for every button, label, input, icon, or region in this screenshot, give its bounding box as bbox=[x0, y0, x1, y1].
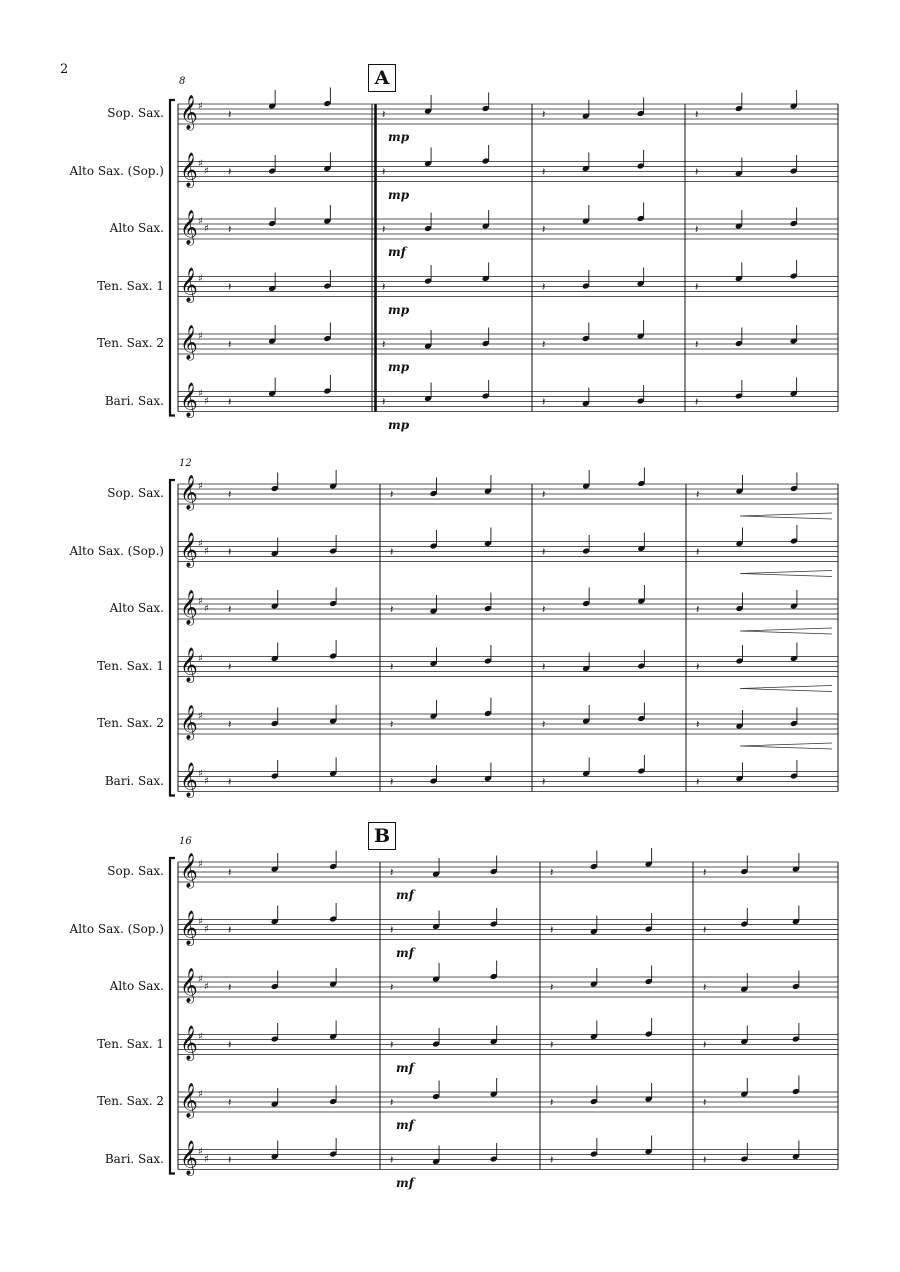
dynamic-marking: mf bbox=[396, 1118, 414, 1132]
quarter-rest-icon: 𝄽 bbox=[390, 660, 394, 674]
system-bracket bbox=[170, 100, 175, 416]
dynamic-marking: mf bbox=[396, 888, 414, 902]
quarter-rest-icon: 𝄽 bbox=[228, 165, 232, 179]
quarter-rest-icon: 𝄽 bbox=[542, 660, 546, 674]
quarter-rest-icon: 𝄽 bbox=[695, 280, 699, 294]
instrument-label: Sop. Sax. bbox=[107, 486, 164, 500]
quarter-rest-icon: 𝄽 bbox=[390, 981, 394, 994]
treble-clef-icon: 𝄞 bbox=[180, 475, 198, 510]
rehearsal-mark: B bbox=[368, 822, 396, 850]
quarter-rest-icon: 𝄽 bbox=[382, 108, 386, 121]
sharp-icon: ♯ bbox=[204, 981, 209, 993]
quarter-rest-icon: 𝄽 bbox=[703, 1153, 707, 1167]
quarter-rest-icon: 𝄽 bbox=[228, 775, 232, 789]
quarter-rest-icon: 𝄽 bbox=[695, 338, 699, 351]
treble-clef-icon: 𝄞 bbox=[180, 152, 198, 188]
treble-clef-icon: 𝄞 bbox=[180, 1140, 198, 1176]
system-bracket bbox=[170, 858, 175, 1174]
quarter-rest-icon: 𝄽 bbox=[390, 1153, 394, 1167]
instrument-label: Bari. Sax. bbox=[104, 393, 164, 408]
quarter-rest-icon: 𝄽 bbox=[542, 718, 546, 731]
instrument-label: Alto Sax. bbox=[109, 979, 164, 993]
sharp-icon: ♯ bbox=[198, 388, 203, 400]
quarter-rest-icon: 𝄽 bbox=[550, 1153, 554, 1167]
instrument-label: Bari. Sax. bbox=[104, 773, 164, 788]
quarter-rest-icon: 𝄽 bbox=[228, 1153, 232, 1167]
quarter-rest-icon: 𝄽 bbox=[228, 866, 232, 879]
sharp-icon: ♯ bbox=[204, 396, 209, 407]
instrument-label: Ten. Sax. 1 bbox=[97, 658, 164, 673]
sharp-icon: ♯ bbox=[198, 653, 203, 665]
dynamic-marking: mf bbox=[396, 1060, 414, 1075]
sharp-icon: ♯ bbox=[198, 974, 203, 985]
sharp-icon: ♯ bbox=[198, 158, 203, 170]
treble-clef-icon: 𝄞 bbox=[180, 705, 198, 740]
instrument-label: Alto Sax. bbox=[109, 601, 164, 615]
quarter-rest-icon: 𝄽 bbox=[228, 923, 232, 937]
treble-clef-icon: 𝄞 bbox=[180, 325, 198, 360]
quarter-rest-icon: 𝄽 bbox=[390, 718, 394, 731]
quarter-rest-icon: 𝄽 bbox=[550, 981, 554, 994]
sharp-icon: ♯ bbox=[198, 916, 203, 928]
measure-number: 12 bbox=[179, 458, 192, 469]
sharp-icon: ♯ bbox=[204, 1154, 209, 1165]
instrument-label: Alto Sax. (Sop.) bbox=[69, 543, 164, 558]
instrument-label: Ten. Sax. 2 bbox=[97, 716, 164, 730]
quarter-rest-icon: 𝄽 bbox=[696, 660, 700, 674]
treble-clef-icon: 𝄞 bbox=[180, 853, 198, 888]
crescendo-hairpin bbox=[740, 743, 832, 749]
sharp-icon: ♯ bbox=[204, 546, 209, 557]
instrument-label: Alto Sax. (Sop.) bbox=[69, 921, 164, 936]
quarter-rest-icon: 𝄽 bbox=[228, 603, 232, 616]
crescendo-hairpin bbox=[740, 571, 832, 577]
quarter-rest-icon: 𝄽 bbox=[550, 1038, 554, 1052]
quarter-rest-icon: 𝄽 bbox=[696, 603, 700, 616]
measure-number: 8 bbox=[179, 76, 186, 87]
quarter-rest-icon: 𝄽 bbox=[228, 338, 232, 351]
dynamic-marking: mf bbox=[396, 945, 414, 960]
sharp-icon: ♯ bbox=[204, 924, 209, 935]
sharp-icon: ♯ bbox=[198, 538, 203, 550]
quarter-rest-icon: 𝄽 bbox=[550, 1096, 554, 1109]
instrument-label: Ten. Sax. 1 bbox=[97, 278, 164, 293]
treble-clef-icon: 𝄞 bbox=[180, 1025, 198, 1061]
quarter-rest-icon: 𝄽 bbox=[382, 223, 386, 236]
quarter-rest-icon: 𝄽 bbox=[228, 660, 232, 674]
treble-clef-icon: 𝄞 bbox=[180, 95, 198, 130]
instrument-label: Sop. Sax. bbox=[107, 864, 164, 878]
instrument-label: Bari. Sax. bbox=[104, 1151, 164, 1166]
treble-clef-icon: 𝄞 bbox=[180, 1083, 198, 1118]
instrument-label: Sop. Sax. bbox=[107, 106, 164, 120]
sharp-icon: ♯ bbox=[204, 223, 209, 235]
treble-clef-icon: 𝄞 bbox=[180, 968, 198, 1003]
sharp-icon: ♯ bbox=[204, 776, 209, 787]
dynamic-marking: mp bbox=[388, 130, 410, 144]
quarter-rest-icon: 𝄽 bbox=[542, 775, 546, 789]
dynamic-marking: mp bbox=[388, 417, 410, 432]
crescendo-hairpin bbox=[740, 686, 832, 692]
quarter-rest-icon: 𝄽 bbox=[695, 395, 699, 409]
sharp-icon: ♯ bbox=[198, 1089, 203, 1100]
instrument-label: Alto Sax. (Sop.) bbox=[69, 163, 164, 178]
sharp-icon: ♯ bbox=[198, 481, 203, 492]
quarter-rest-icon: 𝄽 bbox=[695, 165, 699, 179]
quarter-rest-icon: 𝄽 bbox=[542, 395, 546, 409]
treble-clef-icon: 𝄞 bbox=[180, 910, 198, 946]
quarter-rest-icon: 𝄽 bbox=[382, 338, 386, 351]
treble-clef-icon: 𝄞 bbox=[180, 532, 198, 568]
dynamic-marking: mp bbox=[388, 360, 410, 374]
treble-clef-icon: 𝄞 bbox=[180, 647, 198, 683]
quarter-rest-icon: 𝄽 bbox=[390, 488, 394, 501]
sharp-icon: ♯ bbox=[198, 711, 203, 722]
quarter-rest-icon: 𝄽 bbox=[696, 718, 700, 731]
crescendo-hairpin bbox=[740, 513, 832, 519]
quarter-rest-icon: 𝄽 bbox=[703, 1096, 707, 1109]
rehearsal-mark: A bbox=[368, 64, 396, 92]
instrument-label: Alto Sax. bbox=[109, 221, 164, 235]
quarter-rest-icon: 𝄽 bbox=[228, 981, 232, 994]
treble-clef-icon: 𝄞 bbox=[180, 210, 198, 245]
quarter-rest-icon: 𝄽 bbox=[542, 603, 546, 616]
quarter-rest-icon: 𝄽 bbox=[382, 280, 386, 294]
quarter-rest-icon: 𝄽 bbox=[382, 165, 386, 179]
instrument-label: Ten. Sax. 2 bbox=[97, 336, 164, 350]
quarter-rest-icon: 𝄽 bbox=[542, 280, 546, 294]
quarter-rest-icon: 𝄽 bbox=[542, 545, 546, 559]
sharp-icon: ♯ bbox=[198, 101, 203, 112]
treble-clef-icon: 𝄞 bbox=[180, 382, 198, 418]
sharp-icon: ♯ bbox=[204, 603, 209, 615]
system-bracket bbox=[170, 480, 175, 796]
quarter-rest-icon: 𝄽 bbox=[228, 1096, 232, 1109]
quarter-rest-icon: 𝄽 bbox=[390, 1096, 394, 1109]
quarter-rest-icon: 𝄽 bbox=[390, 545, 394, 559]
treble-clef-icon: 𝄞 bbox=[180, 762, 198, 798]
sharp-icon: ♯ bbox=[198, 216, 203, 227]
treble-clef-icon: 𝄞 bbox=[180, 590, 198, 625]
quarter-rest-icon: 𝄽 bbox=[542, 223, 546, 236]
instrument-label: Ten. Sax. 2 bbox=[97, 1094, 164, 1108]
quarter-rest-icon: 𝄽 bbox=[382, 395, 386, 409]
quarter-rest-icon: 𝄽 bbox=[228, 1038, 232, 1052]
quarter-rest-icon: 𝄽 bbox=[390, 866, 394, 879]
quarter-rest-icon: 𝄽 bbox=[703, 1038, 707, 1052]
sharp-icon: ♯ bbox=[198, 331, 203, 342]
sharp-icon: ♯ bbox=[204, 166, 209, 177]
measure-number: 16 bbox=[179, 836, 192, 847]
quarter-rest-icon: 𝄽 bbox=[542, 338, 546, 351]
quarter-rest-icon: 𝄽 bbox=[703, 923, 707, 937]
quarter-rest-icon: 𝄽 bbox=[542, 165, 546, 179]
quarter-rest-icon: 𝄽 bbox=[228, 395, 232, 409]
instrument-label: Ten. Sax. 1 bbox=[97, 1036, 164, 1051]
quarter-rest-icon: 𝄽 bbox=[703, 981, 707, 994]
quarter-rest-icon: 𝄽 bbox=[550, 866, 554, 879]
sharp-icon: ♯ bbox=[198, 1146, 203, 1158]
dynamic-marking: mp bbox=[388, 187, 410, 202]
crescendo-hairpin bbox=[740, 628, 832, 634]
sharp-icon: ♯ bbox=[198, 768, 203, 780]
quarter-rest-icon: 𝄽 bbox=[696, 488, 700, 501]
dynamic-marking: mf bbox=[396, 1175, 414, 1190]
quarter-rest-icon: 𝄽 bbox=[228, 488, 232, 501]
quarter-rest-icon: 𝄽 bbox=[696, 775, 700, 789]
sharp-icon: ♯ bbox=[198, 273, 203, 285]
quarter-rest-icon: 𝄽 bbox=[550, 923, 554, 937]
page-number: 2 bbox=[60, 62, 69, 77]
quarter-rest-icon: 𝄽 bbox=[703, 866, 707, 879]
treble-clef-icon: 𝄞 bbox=[180, 267, 198, 303]
sharp-icon: ♯ bbox=[198, 1031, 203, 1043]
quarter-rest-icon: 𝄽 bbox=[695, 223, 699, 236]
quarter-rest-icon: 𝄽 bbox=[696, 545, 700, 559]
dynamic-marking: mf bbox=[388, 245, 406, 259]
sharp-icon: ♯ bbox=[198, 596, 203, 607]
quarter-rest-icon: 𝄽 bbox=[228, 718, 232, 731]
quarter-rest-icon: 𝄽 bbox=[228, 223, 232, 236]
quarter-rest-icon: 𝄽 bbox=[695, 108, 699, 121]
quarter-rest-icon: 𝄽 bbox=[228, 280, 232, 294]
quarter-rest-icon: 𝄽 bbox=[390, 775, 394, 789]
quarter-rest-icon: 𝄽 bbox=[542, 108, 546, 121]
quarter-rest-icon: 𝄽 bbox=[390, 603, 394, 616]
quarter-rest-icon: 𝄽 bbox=[228, 545, 232, 559]
quarter-rest-icon: 𝄽 bbox=[228, 108, 232, 121]
quarter-rest-icon: 𝄽 bbox=[390, 923, 394, 937]
dynamic-marking: mp bbox=[388, 302, 410, 317]
quarter-rest-icon: 𝄽 bbox=[390, 1038, 394, 1052]
sharp-icon: ♯ bbox=[198, 859, 203, 870]
quarter-rest-icon: 𝄽 bbox=[542, 488, 546, 501]
